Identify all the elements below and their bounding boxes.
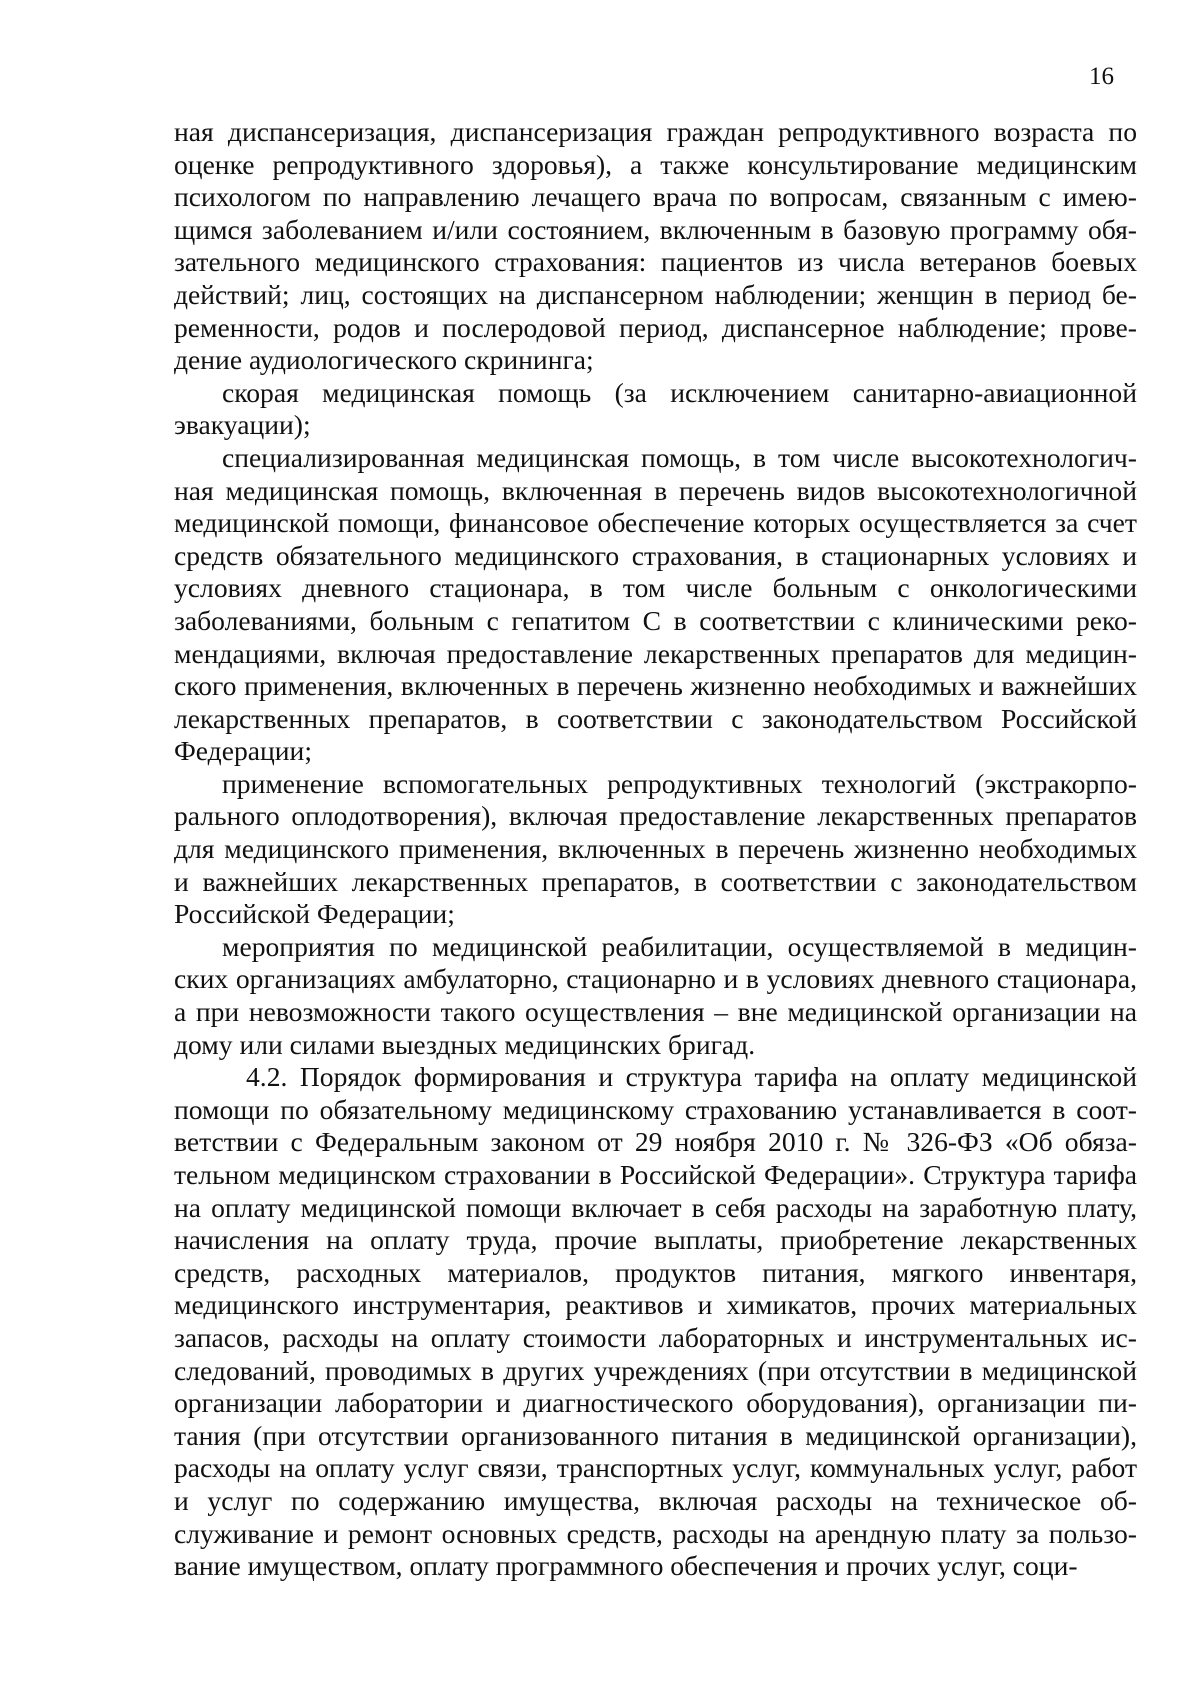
document-body xyxy=(174,116,1137,1583)
paragraph-specialized-care: специализированная медицинская помощь, в том числе высокотехнологичная медицинская помощь, включенная в перечень видов высокотехнологичной медицинской помощи, финансовое обеспечение которых осуществляется за счет средств обязательного медицинского страхования, в стационарных условиях и условиях дневного стационара, в том числе больным с онкологическими заболеваниями, больным с гепатитом С в соответствии с клиническими рекомендациями, включая предоставление лекарственных препаратов для медицинского применения, включенных в перечень жизненно необходимых и важнейших лекарственных препаратов, в соответствии с законодательством Российской Федерации; xyxy=(174,441,1137,767)
paragraph-emergency-care: скорая медицинская помощь (за исключением санитарно-авиационной эвакуации); xyxy=(174,376,1137,441)
page-number: 16 xyxy=(1089,63,1114,90)
paragraph-reproductive-technologies: применение вспомогательных репродуктивных технологий (экстракорпорального оплодотворения), включая предоставление лекарственных препаратов для медицинского применения, включенных в перечень жизненно необходимых и важнейших лекарственных препаратов, в соответствии с законодательством Российской Федерации; xyxy=(174,767,1137,930)
paragraph-continuation: ная диспансеризация, диспансеризация граждан репродуктивного возраста по оценке репродуктивного здоровья), а также консультирование медицинским психологом по направлению лечащего врача по вопросам, связанным с имеющимся заболеванием и/или состоянием, включенным в базовую программу обязательного медицинского страхования: пациентов из числа ветеранов боевых действий; лиц, состоящих на диспансерном наблюдении; женщин в период беременности, родов и послеродовой период, диспансерное наблюдение; проведение аудиологического скрининга; xyxy=(174,116,1137,376)
paragraph-section-4-2: 4.2. Порядок формирования и структура тарифа на оплату медицинской помощи по обязательному медицинскому страхованию устанавливается в соответствии с Федеральным законом от 29 ноября 2010 г. № 326-ФЗ «Об обязательном медицинском страховании в Российской Федерации». Структура тарифа на оплату медицинской помощи включает в себя расходы на заработную плату, начисления на оплату труда, прочие выплаты, приобретение лекарственных средств, расходных материалов, продуктов питания, мягкого инвентаря, медицинского инструментария, реактивов и химикатов, прочих материальных запасов, расходы на оплату стоимости лабораторных и инструментальных исследований, проводимых в других учреждениях (при отсутствии в медицинской организации лаборатории и диагностического оборудования), организации питания (при отсутствии организованного питания в медицинской организации), расходы на оплату услуг связи, транспортных услуг, коммунальных услуг, работ и услуг по содержанию имущества, включая расходы на техническое обслуживание и ремонт основных средств, расходы на арендную плату за пользование имуществом, оплату программного обеспечения и прочих услуг, соци- xyxy=(174,1061,1137,1582)
paragraph-rehabilitation: мероприятия по медицинской реабилитации, осуществляемой в медицинских организациях амбулаторно, стационарно и в условиях дневного стационара, а при невозможности такого осуществления – вне медицинской организации на дому или силами выездных медицинских бригад. xyxy=(174,930,1137,1060)
